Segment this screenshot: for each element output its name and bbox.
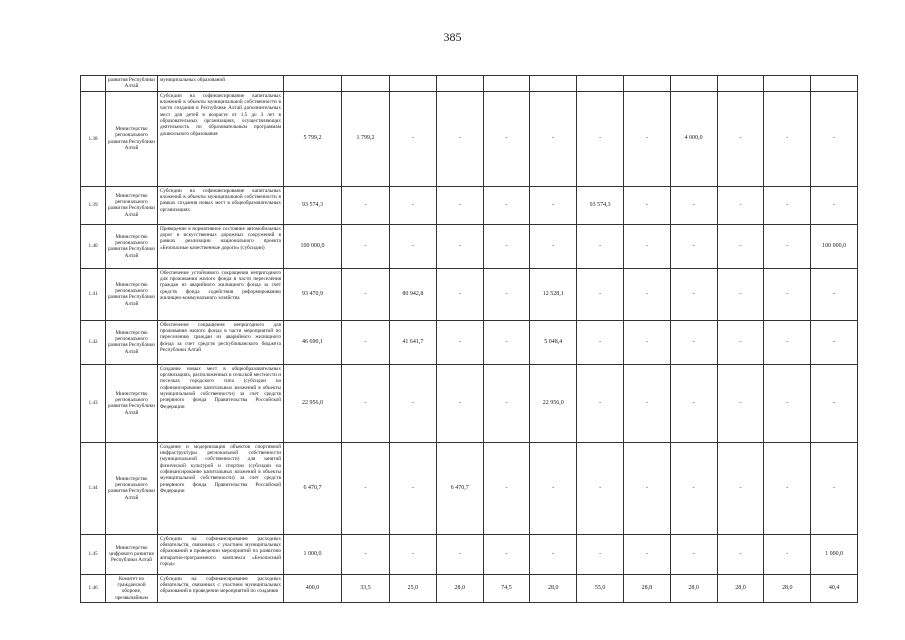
row-number-cell: 1.41 [81,268,106,320]
value-cell: 28,0 [764,574,811,602]
row-number-cell: 1.42 [81,320,106,364]
value-cell: - [764,224,811,268]
value-cell: 28,0 [670,574,717,602]
value-cell: 74,5 [483,574,530,602]
value-cell: - [764,268,811,320]
value-cell: - [811,91,858,186]
value-cell: 28,0 [530,574,577,602]
value-cell: - [577,224,624,268]
measure-name-cell: Субсидии на софинансирование расходных обязательств, связанных с участием муниципальных образований в проведении мероприятий по созданию [158,574,284,602]
table-row [81,364,858,442]
page-number: 385 [443,30,462,44]
value-cell: - [342,364,390,442]
value-cell: - [530,224,577,268]
value-cell: - [530,91,577,186]
value-cell: 28,0 [436,574,483,602]
executor-cell: Министерство регионального развития Республики Алтай [106,91,158,186]
value-cell: - [483,364,530,442]
executor-cell: Министерство регионального развития Республики Алтай [106,186,158,224]
value-cell: - [811,320,858,364]
value-cell: 1 000,0 [284,534,342,574]
value-cell: 400,0 [284,574,342,602]
measure-name-cell: Обеспечение устойчивого сокращения непригодного для проживания жилого фонда в части переселения граждан из аварийного жилищного фонда за счет средств фонда содействия реформированию жилищно-коммунального хозяйства [158,268,284,320]
table-row [81,268,858,320]
value-cell: - [717,186,764,224]
measure-name-cell: Приведение в нормативное состояние автомобильных дорог и искусственных дорожных сооружений в рамках реализации национального проекта «Безопасные качественные дороги» (субсидии) [158,224,284,268]
measure-name-cell: Обеспечение сокращения непригодного для проживания жилого фонда в части мероприятий по переселению граждан из аварийного жилищного фонда за счет средств республиканского бюджета Республики Алтай [158,320,284,364]
table-row [81,574,858,602]
value-cell: - [390,534,437,574]
value-cell: - [670,186,717,224]
value-cell: - [717,320,764,364]
value-cell: - [577,268,624,320]
value-cell: - [717,364,764,442]
value-cell: - [577,534,624,574]
value-cell: - [390,91,437,186]
value-cell: - [577,320,624,364]
value-cell: - [764,442,811,534]
value-cell: - [390,364,437,442]
value-cell: 93 574,3 [284,186,342,224]
value-cell: - [811,186,858,224]
value-cell: 6 470,7 [436,442,483,534]
value-cell: - [577,442,624,534]
value-cell: 100 000,0 [811,224,858,268]
value-cell: - [670,320,717,364]
row-number-cell: 1.40 [81,224,106,268]
value-cell: - [623,268,670,320]
table-row [81,442,858,534]
value-cell: - [483,534,530,574]
value-cell: - [811,268,858,320]
value-cell: 40,4 [811,574,858,602]
value-cell: - [342,320,390,364]
value-cell: - [483,268,530,320]
value-cell: - [623,534,670,574]
row-number-cell: 1.44 [81,442,106,534]
value-cell: 25,0 [390,574,437,602]
value-cell: - [623,320,670,364]
table-row [81,91,858,186]
value-cell: - [764,186,811,224]
value-cell: - [483,320,530,364]
value-cell: - [577,91,624,186]
value-cell: - [342,268,390,320]
measure-name-cell: Субсидии на софинансирование расходных обязательств, связанных с участием муниципальных образований в проведении мероприятий по развитию аппаратно-программного комплекса «Безопасный город» [158,534,284,574]
value-cell: 55,0 [577,574,624,602]
executor-cell: Министерство цифрового развития Республики Алтай [106,534,158,574]
value-cell: 5 799,2 [284,91,342,186]
value-cell: - [342,442,390,534]
value-cell: 28,0 [717,574,764,602]
row-number-cell: 1.43 [81,364,106,442]
value-cell: - [670,534,717,574]
value-cell: - [436,364,483,442]
value-cell: - [483,442,530,534]
value-cell: - [577,364,624,442]
value-cell: - [436,320,483,364]
value-cell: - [436,534,483,574]
value-cell: - [717,534,764,574]
executor-cell: Министерство регионального развития Республики Алтай [106,224,158,268]
measure-name-cell: Субсидии на софинансирование капитальных вложений в объекты муниципальной собственности в части создания в Республике Алтай дополнительных мест для детей в возрасте от 1,5 до 3 лет в образовательных организациях, осуществляющих деятельность по образовательным программам дошкольного образования [158,91,284,186]
value-cell: - [623,91,670,186]
value-cell: 12 528,1 [530,268,577,320]
value-cell: - [483,186,530,224]
value-cell: 93 574,3 [577,186,624,224]
value-cell: - [436,224,483,268]
value-cell: 41 641,7 [390,320,437,364]
value-cell: - [436,268,483,320]
measure-name-cell: Создание новых мест в общеобразовательных организациях, расположенных в сельской местности и поселках городского типа (субсидии на софинансирование капитальных вложений в объекты муниципальной собственности) за счет средств резервного фонда Правительства Российской Федерации [158,364,284,442]
value-cell: 4 000,0 [670,91,717,186]
value-cell: 1 799,2 [342,91,390,186]
value-cell: - [670,364,717,442]
table-row [81,320,858,364]
value-cell: - [764,91,811,186]
budget-table [80,75,858,603]
value-cell: - [811,364,858,442]
measure-name-cell: муниципальных образований [158,76,284,92]
row-number-cell [81,76,106,92]
row-number-cell: 1.38 [81,91,106,186]
executor-cell: Министерство регионального развития Республики Алтай [106,320,158,364]
value-cell: - [390,224,437,268]
value-cell: 100 000,0 [284,224,342,268]
row-number-cell: 1.45 [81,534,106,574]
executor-cell: Министерство регионального развития Республики Алтай [106,268,158,320]
value-cell: - [623,224,670,268]
value-cell: - [342,534,390,574]
value-cell: 5 048,4 [530,320,577,364]
value-cell: - [764,534,811,574]
value-cell: - [436,186,483,224]
value-cell: - [623,442,670,534]
value-cell: 28,8 [623,574,670,602]
value-cell: 6 470,7 [284,442,342,534]
executor-cell: Комитет по гражданской обороне, чрезвычайным [106,574,158,602]
value-cell: - [342,186,390,224]
value-cell: 22 956,0 [284,364,342,442]
value-cell: - [717,224,764,268]
value-cell: - [764,320,811,364]
value-cell: - [623,186,670,224]
value-cell: - [670,268,717,320]
value-cell: - [390,442,437,534]
measure-name-cell: Субсидии на софинансирование капитальных вложений в объекты муниципальной собственности в рамках создания новых мест в общеобразовательных организациях [158,186,284,224]
value-cell: - [717,442,764,534]
row-number-cell: 1.39 [81,186,106,224]
value-cell: - [530,442,577,534]
value-cell: - [530,534,577,574]
value-cell: 80 942,8 [390,268,437,320]
value-cell: 93 470,9 [284,268,342,320]
value-cell: 33,5 [342,574,390,602]
value-cell: - [390,186,437,224]
table-row [81,186,858,224]
table-row [81,534,858,574]
table-row [81,224,858,268]
value-cell: - [436,91,483,186]
value-cell: - [483,224,530,268]
value-cell: - [717,91,764,186]
executor-cell: Министерство регионального развития Республики Алтай [106,364,158,442]
executor-cell: Министерство регионального развития Республики Алтай [106,442,158,534]
table-row-continued [81,76,858,92]
value-cell: - [717,268,764,320]
executor-cell: развития Республики Алтай [106,76,158,92]
measure-name-cell: Создание и модернизация объектов спортивной инфраструктуры региональной собственности (муниципальной собственности) для занятий физической культурой и спортом (субсидии на софинансирование капитальных вложений в объекты муниципальной собственности) за счет средств резервного фонда Правительства Российской Федерации [158,442,284,534]
value-cell: - [670,224,717,268]
value-cell: - [623,364,670,442]
value-cell: - [764,364,811,442]
value-cell: - [670,442,717,534]
value-cell: - [483,91,530,186]
value-cell: - [811,442,858,534]
value-cell: 46 690,1 [284,320,342,364]
value-cell: - [530,186,577,224]
value-cell: 1 000,0 [811,534,858,574]
value-cell: - [342,224,390,268]
value-cell: 22 956,0 [530,364,577,442]
row-number-cell: 1.46 [81,574,106,602]
